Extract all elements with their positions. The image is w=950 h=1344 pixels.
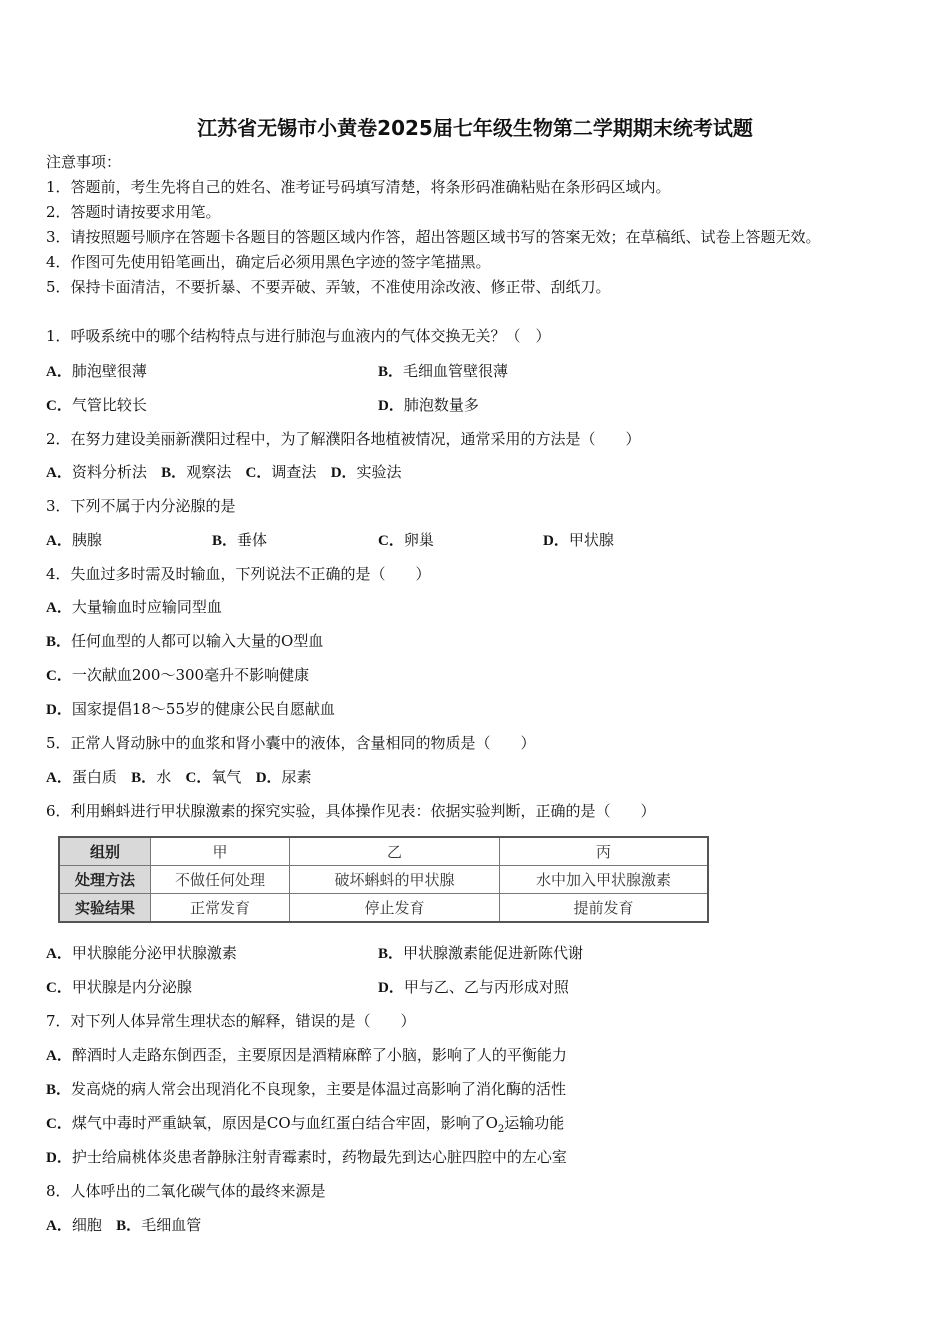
table-header: 甲: [151, 837, 290, 866]
table-row: [59, 866, 708, 894]
q8-option-b[interactable]: B．毛细血管: [116, 1216, 202, 1234]
q2-options: [46, 462, 402, 483]
q6-option-a[interactable]: A．甲状腺能分泌甲状腺激素: [46, 944, 237, 962]
q1-option-a[interactable]: A．肺泡壁很薄: [46, 362, 147, 380]
table-cell: 实验结果: [59, 894, 151, 923]
question-6-stem: 6．利用蝌蚪进行甲状腺激素的探究实验，具体操作见表：依据实验判断，正确的是（ ）: [46, 802, 656, 820]
q5-options: [46, 767, 312, 788]
table-row: [59, 894, 708, 923]
notice-heading: 注意事项：: [46, 153, 122, 171]
notice-item: 5．保持卡面清洁，不要折暴、不要弄破、弄皱，不准使用涂改液、修正带、刮纸刀。: [46, 278, 611, 296]
notice-item: 4．作图可先使用铅笔画出，确定后必须用黑色字迹的签字笔描黑。: [46, 253, 491, 271]
question-4-stem: 4．失血过多时需及时输血，下列说法不正确的是（ ）: [46, 565, 431, 583]
table-header: 丙: [500, 837, 709, 866]
q7-option-a[interactable]: A．醉酒时人走路东倒西歪，主要原因是酒精麻醉了小脑，影响了人的平衡能力: [46, 1046, 567, 1064]
q2-option-c[interactable]: C．调查法: [245, 463, 317, 481]
table-header: 组别: [59, 837, 151, 866]
option-label: C．: [46, 398, 72, 414]
table-cell: 不做任何处理: [151, 866, 290, 894]
notice-item: 2．答题时请按要求用笔。: [46, 203, 221, 221]
q3-option-b[interactable]: B．垂体: [212, 531, 268, 549]
table-cell: 破坏蝌蚪的甲状腺: [290, 866, 500, 894]
table-row: [59, 837, 708, 866]
q4-option-a[interactable]: A．大量输血时应输同型血: [46, 598, 222, 616]
q7-option-c[interactable]: C．煤气中毒时严重缺氧，原因是CO与血红蛋白结合牢固，影响了$O_2$运输功能: [46, 1114, 565, 1135]
q2-option-b[interactable]: B．观察法: [161, 463, 232, 481]
option-label: B．: [378, 364, 404, 380]
q7-option-d[interactable]: D．护士给扁桃体炎患者静脉注射青霉素时，药物最先到达心脏四腔中的左心室: [46, 1148, 567, 1166]
question-2-stem: 2．在努力建设美丽新濮阳过程中，为了解濮阳各地植被情况，通常采用的方法是（ ）: [46, 430, 641, 448]
page-title: 江苏省无锡市小黄卷2025届七年级生物第二学期期末统考试题: [197, 116, 753, 140]
table-cell: 水中加入甲状腺激素: [500, 866, 709, 894]
q6-option-b[interactable]: B．甲状腺激素能促进新陈代谢: [378, 944, 584, 962]
table-cell: 处理方法: [59, 866, 151, 894]
question-3-stem: 3．下列不属于内分泌腺的是: [46, 497, 236, 515]
q4-option-b[interactable]: B．任何血型的人都可以输入大量的O型血: [46, 632, 324, 650]
q8-option-a[interactable]: A．细胞: [46, 1216, 102, 1234]
question-1-stem: 1．呼吸系统中的哪个结构特点与进行肺泡与血液内的气体交换无关？（ ）: [46, 327, 551, 345]
q5-option-c[interactable]: C．氧气: [185, 768, 242, 786]
q4-option-d[interactable]: D．国家提倡18～55岁的健康公民自愿献血: [46, 700, 336, 718]
q8-options: [46, 1215, 201, 1236]
q3-option-a[interactable]: A．胰腺: [46, 531, 102, 549]
q5-option-b[interactable]: B．水: [131, 768, 172, 786]
q2-option-d[interactable]: D．实验法: [330, 463, 402, 481]
q1-option-b[interactable]: B．毛细血管壁很薄: [378, 362, 509, 380]
notice-item: 3．请按照题号顺序在答题卡各题目的答题区域内作答，超出答题区域书写的答案无效；在草稿纸、试卷上答题无效。: [46, 228, 821, 246]
question-7-stem: 7．对下列人体异常生理状态的解释，错误的是（ ）: [46, 1012, 416, 1030]
q5-option-a[interactable]: A．蛋白质: [46, 768, 117, 786]
q6-option-c[interactable]: C．甲状腺是内分泌腺: [46, 978, 192, 996]
q1-option-d[interactable]: D．肺泡数量多: [378, 396, 479, 414]
q3-option-c[interactable]: C．卵巢: [378, 531, 434, 549]
table-cell: 提前发育: [500, 894, 709, 923]
table-cell: 正常发育: [151, 894, 290, 923]
q5-option-d[interactable]: D．尿素: [255, 768, 312, 786]
q4-option-c[interactable]: C．一次献血200～300毫升不影响健康: [46, 666, 310, 684]
table-cell: 停止发育: [290, 894, 500, 923]
option-label: D．: [378, 398, 404, 414]
option-label: A．: [46, 364, 72, 380]
q1-option-c[interactable]: C．气管比较长: [46, 396, 147, 414]
question-5-stem: 5．正常人肾动脉中的血浆和肾小囊中的液体，含量相同的物质是（ ）: [46, 734, 536, 752]
q7-option-b[interactable]: B．发高烧的病人常会出现消化不良现象，主要是体温过高影响了消化酶的活性: [46, 1080, 567, 1098]
experiment-table: [58, 836, 709, 923]
notice-item: 1．答题前，考生先将自己的姓名、准考证号码填写清楚，将条形码准确粘贴在条形码区域内。: [46, 178, 671, 196]
table-header: 乙: [290, 837, 500, 866]
q6-option-d[interactable]: D．甲与乙、乙与丙形成对照: [378, 978, 569, 996]
q3-option-d[interactable]: D．甲状腺: [543, 531, 614, 549]
q2-option-a[interactable]: A．资料分析法: [46, 463, 147, 481]
question-8-stem: 8．人体呼出的二氧化碳气体的最终来源是: [46, 1182, 326, 1200]
